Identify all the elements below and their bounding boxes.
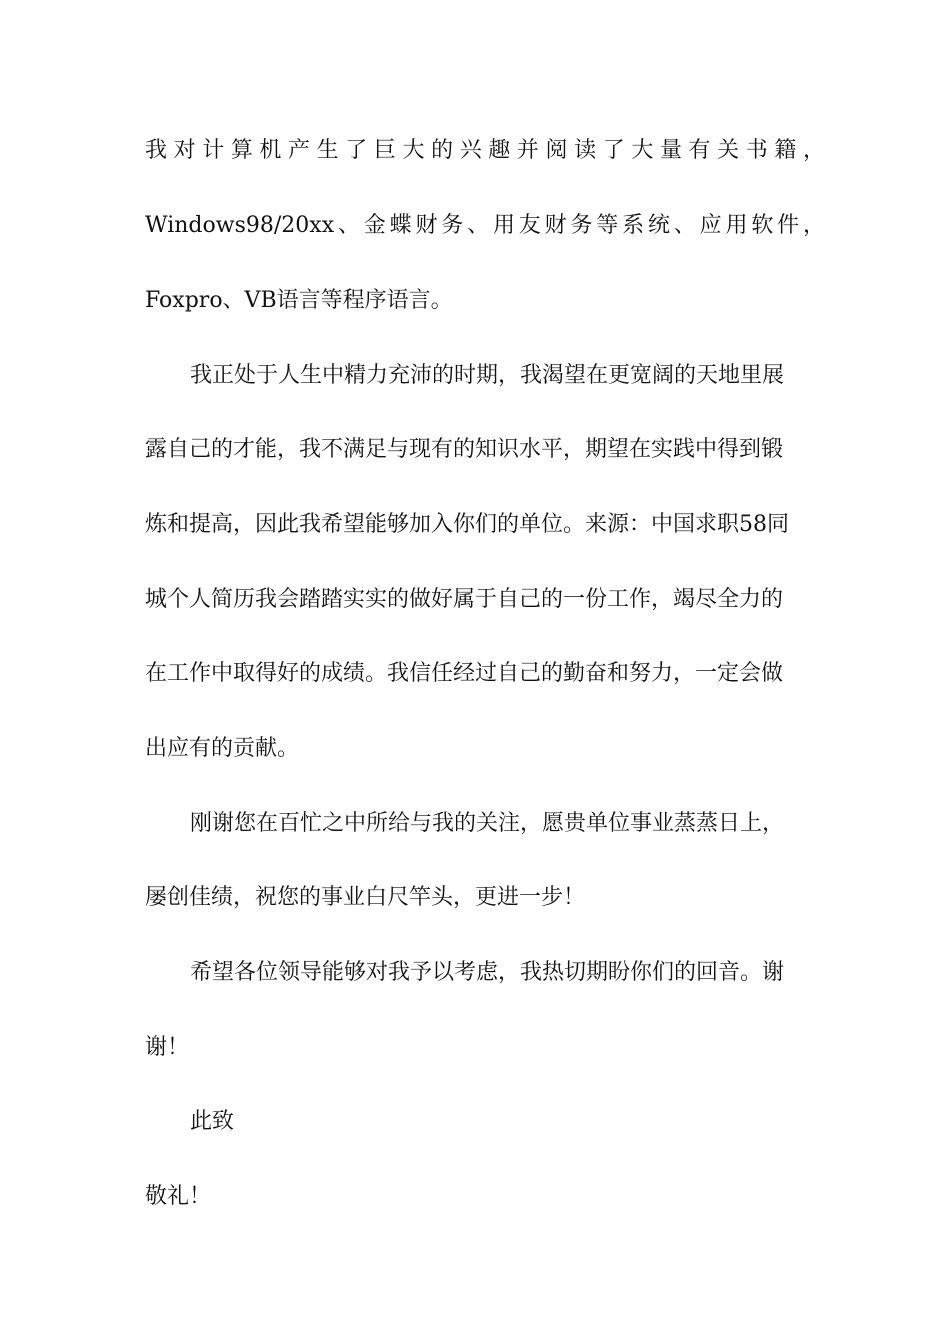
paragraph-2-line-6: 出应有的贡献。 <box>145 736 300 761</box>
text-line-3: Foxpro、VB语言等程序语言。 <box>145 288 453 313</box>
paragraph-4-line-2: 谢！ <box>145 1035 190 1060</box>
paragraph-3-line-1: 刚谢您在百忙之中所给与我的关注，愿贵单位事业蒸蒸日上， <box>190 811 785 836</box>
paragraph-2-line-1: 我正处于人生中精力充沛的时期，我渴望在更宽阔的天地里展 <box>190 363 785 388</box>
paragraph-2-line-2: 露自己的才能，我不满足与现有的知识水平，期望在实践中得到锻 <box>145 437 784 462</box>
paragraph-2-line-5: 在工作中取得好的成绩。我信任经过自己的勤奋和努力，一定会做 <box>145 661 784 686</box>
paragraph-4-line-1: 希望各位领导能够对我予以考虑，我热切期盼你们的回音。谢 <box>190 960 785 985</box>
text-line-2: Windows98/20xx、金蝶财务、用友财务等系统、应用软件， <box>145 213 825 238</box>
paragraph-2-line-3: 炼和提高，因此我希望能够加入你们的单位。来源：中国求职58同 <box>145 512 789 537</box>
closing-salutation: 此致 <box>190 1109 235 1134</box>
text-line-1: 我对计算机产生了巨大的兴趣并阅读了大量有关书籍， <box>145 138 825 163</box>
closing-regards: 敬礼！ <box>145 1184 212 1209</box>
paragraph-2-line-4: 城个人简历我会踏踏实实的做好属于自己的一份工作，竭尽全力的 <box>145 587 784 612</box>
paragraph-3-line-2: 屡创佳绩，祝您的事业白尺竿头，更进一步！ <box>145 885 586 910</box>
